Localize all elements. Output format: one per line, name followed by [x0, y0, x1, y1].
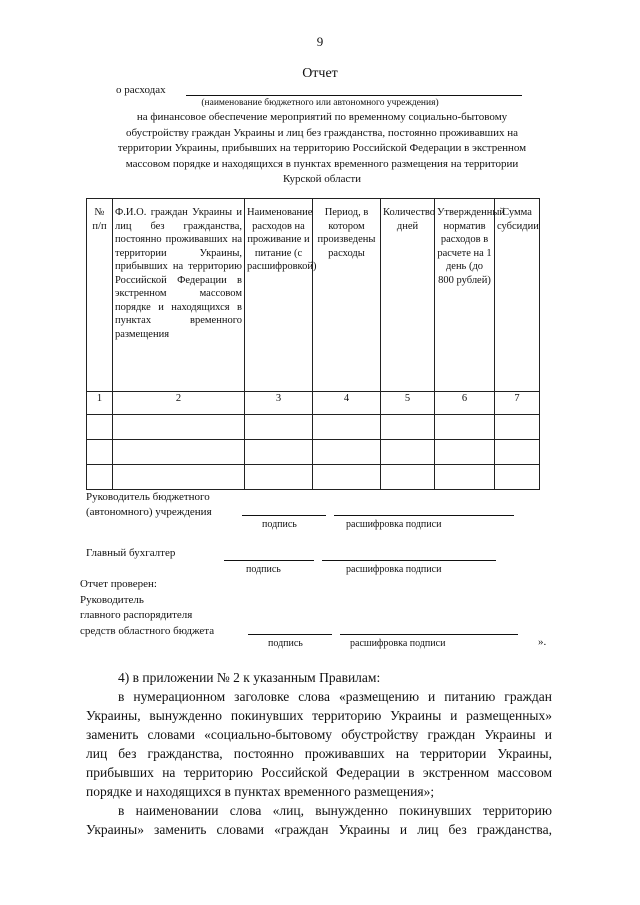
table-row	[87, 440, 540, 465]
head-decoding-line	[334, 515, 514, 516]
report-table	[86, 198, 540, 490]
header-period: Период, в котором произведены расходы	[313, 199, 381, 392]
header-subsidy: Сумма субсидии	[495, 199, 540, 392]
purpose-line: Курской области	[282, 173, 362, 185]
purpose-line: территории Украины, прибывших на территорию Российской Федерации в экстренном	[117, 142, 527, 154]
purpose-line: обустройству граждан Украины и лиц без гражданства, постоянно проживавших на	[125, 126, 519, 139]
page-number: 9	[316, 34, 324, 49]
column-number: 4	[313, 391, 381, 415]
column-number: 2	[113, 391, 245, 415]
signature-caption: подпись	[246, 564, 281, 575]
manager-signature-line	[248, 634, 332, 635]
signature-caption: подпись	[268, 638, 303, 649]
table-header-row	[87, 199, 540, 392]
decoding-caption: расшифровка подписи	[350, 638, 446, 649]
column-number: 1	[87, 391, 113, 415]
closing-quote: ».	[538, 636, 547, 648]
column-number: 7	[495, 391, 540, 415]
column-number: 5	[381, 391, 435, 415]
header-days: Количество дней	[381, 199, 435, 392]
purpose-line: на финансовое обеспечение мероприятий по временному социально-бытовому	[136, 111, 508, 123]
paragraph-title-change: в наименовании слова «лиц, вынужденно покинувших территорию Украины» заменить словами «граждан Украины и лиц без гражданства,	[86, 803, 552, 837]
header-expense-name: Наименование расходов на проживание и питание (с расшифровкой)	[245, 199, 313, 392]
institution-note: (наименование бюджетного или автономного учреждения)	[201, 98, 439, 108]
column-number-row	[87, 391, 540, 415]
table-row	[87, 465, 540, 490]
decoding-caption: расшифровка подписи	[346, 564, 442, 575]
report-purpose	[82, 110, 562, 188]
column-number: 3	[245, 391, 313, 415]
manager-decoding-line	[340, 634, 518, 635]
report-title: Отчет	[302, 66, 338, 81]
head-signature-line	[242, 515, 326, 516]
header-row-number: № п/п	[87, 199, 113, 392]
head-of-institution-label: Руководитель бюджетного (автономного) учреждения	[86, 491, 212, 518]
table-row	[87, 415, 540, 440]
header-norm: Утвержденный норматив расходов в расчете на 1 день (до 800 рублей)	[435, 199, 495, 392]
accountant-signature-line	[224, 560, 314, 561]
decoding-caption: расшифровка подписи	[346, 519, 442, 530]
header-full-name: Ф.И.О. граждан Украины и лиц без гражданства, постоянно проживавших на территории Украины, прибывших на территорию Российской Федерации в экстренном массовом порядке и находящихся в пунктах временного размещения	[113, 199, 245, 392]
chief-accountant-label: Главный бухгалтер	[86, 547, 176, 559]
paragraph-numbering-heading: в нумерационном заголовке слова «размещению и питанию граждан Украины, вынужденно покинувших территорию Украины и размещенных» заменить словами «социально-бытовому обустройству граждан Украины и лиц без гражданства, постоянно проживавших на территории Украины, прибывших на территорию Российской Федерации в экстренном массовом порядке и находящихся в пунктах временного размещения»;	[86, 689, 552, 799]
institution-fill-line	[186, 95, 522, 96]
about-prefix: о расходах	[116, 84, 166, 96]
purpose-line: массовом порядке и находящихся в пунктах временного размещения на территории	[125, 157, 519, 170]
accountant-decoding-line	[322, 560, 496, 561]
report-checked-block: Отчет проверен: Руководитель главного распорядителя средств областного бюджета	[80, 578, 215, 637]
signature-caption: подпись	[262, 519, 297, 530]
item-4-heading: 4) в приложении № 2 к указанным Правилам:	[118, 670, 381, 685]
column-number: 6	[435, 391, 495, 415]
